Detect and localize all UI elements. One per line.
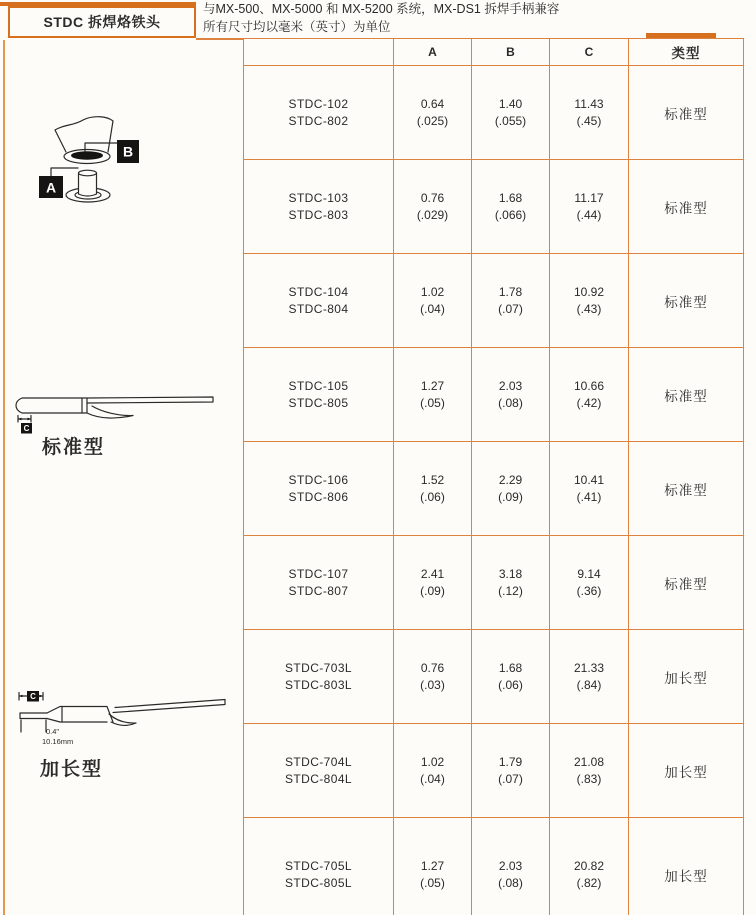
cell-line: (.44)	[576, 207, 602, 222]
dim-a-cell	[394, 536, 472, 630]
dim-a-cell	[394, 818, 472, 915]
cell-line: (.05)	[420, 395, 445, 410]
cell-line: 2.29	[498, 472, 523, 487]
cell-line: STDC-804	[288, 301, 349, 316]
cell-line: (.06)	[420, 489, 445, 504]
cell-line: 1.27	[420, 859, 445, 873]
units-line: 所有尺寸均以毫米（英寸）为单位	[203, 19, 391, 34]
label-a: A	[45, 179, 57, 196]
cell-line: STDC-803	[288, 207, 349, 222]
cell-line: (.43)	[576, 301, 602, 316]
extended-tip-diagram	[12, 690, 234, 748]
dim-a-cell	[394, 724, 472, 818]
dim-a-cell	[394, 254, 472, 348]
cell-line: (.029)	[416, 207, 449, 222]
dim-c-cell	[550, 536, 629, 630]
dim-b-cell	[472, 254, 550, 348]
cell-line: STDC-802	[288, 113, 349, 128]
dim-c-cell	[550, 160, 629, 254]
cell-line: STDC-103	[288, 190, 349, 205]
dim-b-cell	[472, 724, 550, 818]
cell-line: (.45)	[576, 113, 602, 128]
content-left-border	[3, 40, 5, 915]
standard-tip-caption: 标准型	[42, 437, 106, 458]
cell-line: STDC-803L	[285, 677, 352, 692]
cell-line: 1.02	[420, 284, 445, 299]
cell-line: 1.79	[498, 754, 523, 769]
cell-line: 20.82	[573, 859, 605, 873]
col-header-c: C	[550, 39, 629, 66]
dim-b-cell	[472, 348, 550, 442]
type-cell: 标准型	[629, 348, 744, 442]
type-cell: 标准型	[629, 442, 744, 536]
cell-line: 1.52	[420, 472, 445, 487]
table-row	[244, 818, 744, 915]
spec-table	[243, 38, 744, 915]
cell-line: (.12)	[498, 583, 523, 598]
table-row	[244, 348, 744, 442]
table-row	[244, 160, 744, 254]
cell-line: STDC-705L	[285, 859, 352, 873]
label-b: B	[122, 143, 134, 160]
dim-b-cell	[472, 536, 550, 630]
cell-line: STDC-106	[288, 472, 349, 487]
type-cell: 加长型	[629, 724, 744, 818]
cell-line: (.04)	[420, 771, 445, 786]
cell-line: 1.78	[498, 284, 523, 299]
cell-line: 21.08	[573, 754, 605, 769]
table-row	[244, 724, 744, 818]
dim-c-label: C	[30, 692, 36, 702]
cell-line: 21.33	[573, 660, 605, 675]
cell-line: (.07)	[498, 301, 523, 316]
model-cell	[244, 348, 394, 442]
model-cell	[244, 630, 394, 724]
cell-line: (.055)	[494, 113, 527, 128]
cell-line: (.07)	[498, 771, 523, 786]
model-cell	[244, 254, 394, 348]
cell-line: STDC-102	[288, 96, 349, 111]
dim-b-cell	[472, 66, 550, 160]
dim-b-cell	[472, 160, 550, 254]
cell-line: (.82)	[576, 876, 602, 890]
cell-line: 10.92	[573, 284, 605, 299]
cell-line: (.84)	[576, 677, 602, 692]
type-cell: 标准型	[629, 254, 744, 348]
intro-text	[203, 1, 559, 36]
cell-line: (.83)	[576, 771, 602, 786]
cell-line: (.41)	[576, 489, 602, 504]
cell-line: STDC-804L	[285, 771, 352, 786]
cell-line: STDC-805L	[285, 876, 352, 890]
dim-b-cell	[472, 442, 550, 536]
cell-line: (.025)	[416, 113, 449, 128]
cell-line: 1.02	[420, 754, 445, 769]
dim-b-cell	[472, 630, 550, 724]
cell-line: 1.40	[498, 96, 523, 111]
type-cell: 标准型	[629, 536, 744, 630]
cell-line: STDC-105	[288, 378, 349, 393]
cell-line: STDC-703L	[285, 660, 352, 675]
cell-line: 3.18	[498, 566, 523, 581]
compatibility-line: 与MX-500、MX-5000 和 MX-5200 系统，MX-DS1 拆焊手柄兼容	[203, 2, 560, 16]
tip-cross-section-diagram	[35, 115, 150, 207]
col-header-model	[244, 39, 394, 66]
section-title-box	[8, 6, 196, 38]
dim-c-cell	[550, 818, 629, 915]
table-row	[244, 66, 744, 160]
dim-c-cell	[550, 348, 629, 442]
table-row	[244, 536, 744, 630]
table-row	[244, 442, 744, 536]
dim-a-cell	[394, 348, 472, 442]
tip-length-mm: 10.16mm	[42, 737, 74, 746]
type-cell: 标准型	[629, 160, 744, 254]
cell-line: 2.03	[498, 859, 523, 873]
cell-line: STDC-807	[288, 583, 349, 598]
cell-line: (.08)	[498, 395, 523, 410]
cell-line: STDC-805	[288, 395, 349, 410]
table-header-row	[244, 39, 744, 66]
cell-line: STDC-107	[288, 566, 349, 581]
cell-line: 10.66	[573, 378, 605, 393]
col-header-b: B	[472, 39, 550, 66]
model-cell	[244, 442, 394, 536]
type-cell: 加长型	[629, 630, 744, 724]
dim-c-label: C	[23, 424, 30, 434]
dim-a-cell	[394, 630, 472, 724]
cell-line: (.08)	[498, 876, 523, 890]
col-header-type: 类型	[629, 39, 744, 66]
model-cell	[244, 724, 394, 818]
dim-c-cell	[550, 724, 629, 818]
cell-line: (.42)	[576, 395, 602, 410]
dim-b-cell	[472, 818, 550, 915]
dim-c-cell	[550, 66, 629, 160]
cell-line: STDC-704L	[285, 754, 352, 769]
cell-line: 0.64	[420, 96, 445, 111]
cell-line: (.04)	[420, 301, 445, 316]
cell-line: (.05)	[420, 876, 445, 890]
cell-line: STDC-104	[288, 284, 349, 299]
cell-line: 1.68	[498, 190, 523, 205]
cell-line: 1.68	[498, 660, 523, 675]
type-cell: 加长型	[629, 818, 744, 915]
cell-line: (.09)	[498, 489, 523, 504]
cell-line: (.066)	[494, 207, 527, 222]
cell-line: 2.03	[498, 378, 523, 393]
callout-a-line	[51, 168, 78, 176]
model-cell	[244, 818, 394, 915]
cell-line: 11.17	[574, 190, 604, 205]
cell-line: 0.76	[420, 660, 445, 675]
dim-a-cell	[394, 66, 472, 160]
cell-line: 9.14	[577, 566, 601, 581]
tip-length-inch: 0.4"	[46, 727, 60, 736]
model-cell	[244, 160, 394, 254]
cell-line: 0.76	[420, 190, 445, 205]
dim-c-cell	[550, 254, 629, 348]
dim-c-cell	[550, 630, 629, 724]
cell-line: (.09)	[420, 583, 445, 598]
cell-line: 11.43	[574, 96, 604, 111]
cell-line: (.06)	[498, 677, 523, 692]
type-cell: 标准型	[629, 66, 744, 160]
table-row	[244, 630, 744, 724]
col-header-a: A	[394, 39, 472, 66]
model-cell	[244, 66, 394, 160]
cell-line: (.03)	[420, 677, 445, 692]
dim-a-cell	[394, 160, 472, 254]
cell-line: 2.41	[420, 566, 445, 581]
cell-line: 1.27	[420, 378, 445, 393]
cell-line: STDC-806	[288, 489, 349, 504]
extended-tip-caption: 加长型	[40, 759, 104, 780]
section-title: STDC 拆焊烙铁头	[43, 14, 161, 30]
dim-c-cell	[550, 442, 629, 536]
dim-a-cell	[394, 442, 472, 536]
cell-line: 10.41	[573, 472, 605, 487]
model-cell	[244, 536, 394, 630]
cell-line: (.36)	[576, 583, 602, 598]
standard-tip-diagram	[12, 392, 217, 437]
table-row	[244, 254, 744, 348]
